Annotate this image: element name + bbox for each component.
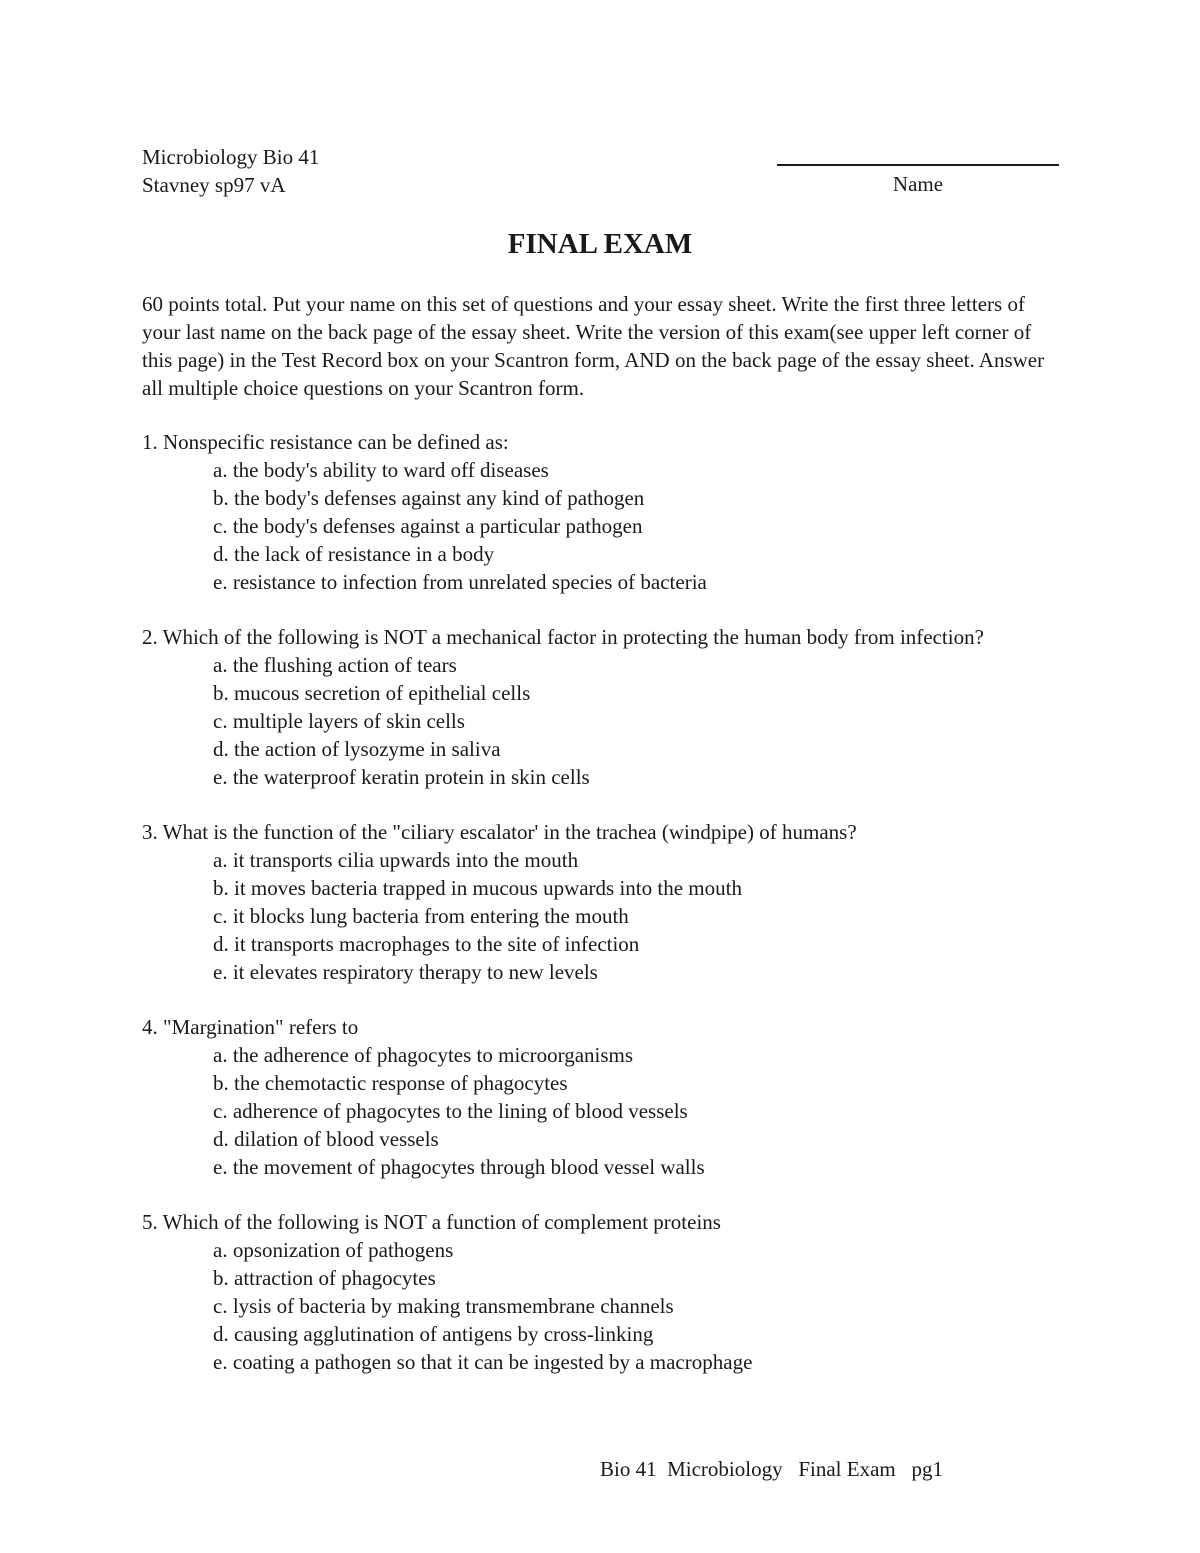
answer-options [142, 846, 1042, 986]
answer-option: d. the lack of resistance in a body [213, 542, 495, 566]
answer-option: e. it elevates respiratory therapy to new levels [213, 960, 598, 984]
answer-option: b. the chemotactic response of phagocytes [213, 1071, 568, 1095]
question-1 [142, 428, 1042, 596]
question-stem: 5. Which of the following is NOT a function of complement proteins [142, 1210, 721, 1234]
question-stem: 3. What is the function of the "ciliary escalator' in the trachea (windpipe) of humans? [142, 820, 857, 844]
answer-option: b. attraction of phagocytes [213, 1266, 436, 1290]
name-label: Name [892, 172, 944, 196]
answer-option: e. the waterproof keratin protein in skin cells [213, 765, 590, 789]
page-title: FINAL EXAM [507, 228, 693, 260]
answer-option: c. the body's defenses against a particular pathogen [213, 514, 643, 538]
question-stem: 4. "Margination" refers to [142, 1015, 359, 1039]
answer-option: e. coating a pathogen so that it can be ingested by a macrophage [213, 1350, 753, 1374]
answer-options [142, 1041, 1042, 1181]
question-5 [142, 1208, 1042, 1376]
course-title: Microbiology Bio 41 [142, 145, 320, 169]
answer-option: a. the flushing action of tears [213, 653, 457, 677]
exam-version: Stavney sp97 vA [142, 173, 286, 197]
question-2 [142, 623, 1042, 791]
answer-option: a. the adherence of phagocytes to microorganisms [213, 1043, 634, 1067]
answer-options [142, 456, 1042, 596]
answer-option: c. adherence of phagocytes to the lining of blood vessels [213, 1099, 688, 1123]
answer-options [142, 651, 1042, 791]
answer-option: a. opsonization of pathogens [213, 1238, 454, 1262]
answer-option: e. the movement of phagocytes through blood vessel walls [213, 1155, 705, 1179]
answer-options [142, 1236, 1042, 1376]
answer-option: e. resistance to infection from unrelated species of bacteria [213, 570, 707, 594]
answer-option: c. it blocks lung bacteria from entering the mouth [213, 904, 629, 928]
name-blank-line [777, 164, 1059, 166]
question-3 [142, 818, 1042, 986]
question-stem: 1. Nonspecific resistance can be defined as: [142, 430, 509, 454]
exam-instructions: 60 points total. Put your name on this set of questions and your essay sheet. Write the first three letters of your last name on the back page of the essay sheet. Write the version of this exam(see upper left corner of this page) in the Test Record box on your Scantron form, AND on the back page of the essay sheet. Answer all multiple choice questions on your Scantron form. [142, 292, 1045, 400]
answer-option: b. mucous secretion of epithelial cells [213, 681, 531, 705]
answer-option: a. it transports cilia upwards into the mouth [213, 848, 579, 872]
answer-option: d. the action of lysozyme in saliva [213, 737, 501, 761]
question-stem: 2. Which of the following is NOT a mechanical factor in protecting the human body from infection? [142, 625, 984, 649]
answer-option: a. the body's ability to ward off diseases [213, 458, 549, 482]
answer-option: d. dilation of blood vessels [213, 1127, 439, 1151]
question-4 [142, 1013, 1042, 1181]
question-list [142, 428, 1042, 1403]
answer-option: c. lysis of bacteria by making transmembrane channels [213, 1294, 674, 1318]
page-footer: Bio 41 Microbiology Final Exam pg1 [600, 1457, 943, 1481]
answer-option: d. causing agglutination of antigens by cross-linking [213, 1322, 654, 1346]
course-header [142, 143, 319, 199]
answer-option: c. multiple layers of skin cells [213, 709, 465, 733]
answer-option: d. it transports macrophages to the site of infection [213, 932, 640, 956]
answer-option: b. it moves bacteria trapped in mucous upwards into the mouth [213, 876, 742, 900]
answer-option: b. the body's defenses against any kind of pathogen [213, 486, 645, 510]
name-field [777, 164, 1059, 196]
